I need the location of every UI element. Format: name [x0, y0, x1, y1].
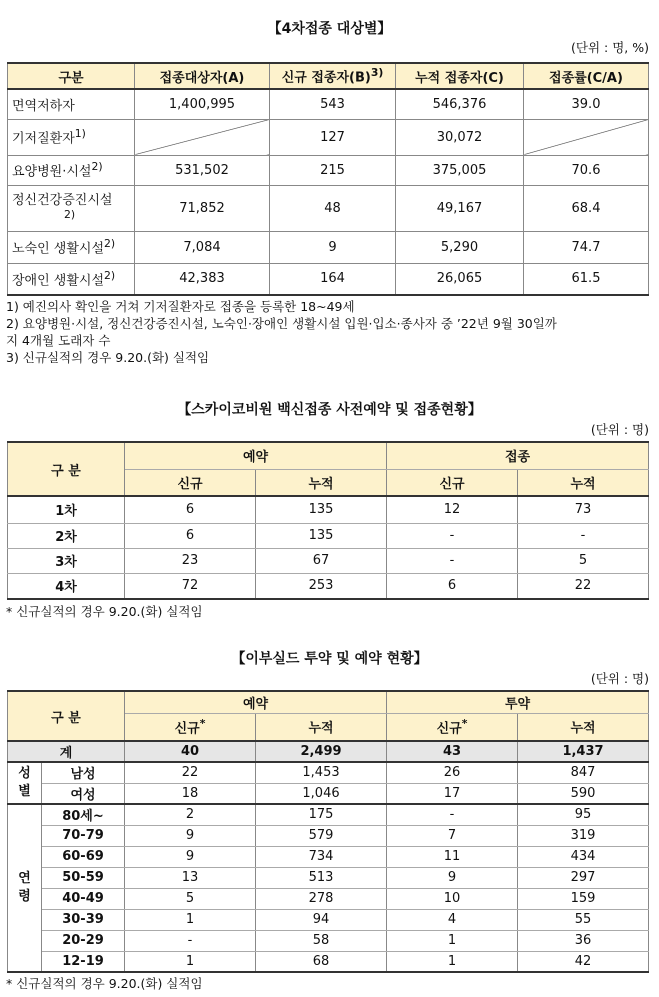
cell-reserve-new: 1: [125, 909, 256, 930]
cell-new: 127: [270, 119, 396, 155]
row-label: 20-29: [42, 930, 125, 951]
cell-target: 7,084: [135, 231, 270, 263]
cell-reserve-cum: 58: [256, 930, 387, 951]
col-header-vaccination: 접종: [387, 442, 649, 469]
row-label: 70-79: [42, 825, 125, 846]
table-row: [8, 783, 649, 804]
table-row: [8, 155, 649, 185]
cell-rate: 39.0: [524, 89, 649, 119]
table-row: [8, 804, 649, 825]
cell-dose-cum: 1,437: [518, 741, 649, 762]
row-label: 2차: [8, 523, 125, 548]
cell-new: 543: [270, 89, 396, 119]
row-label: 4차: [8, 573, 125, 599]
cell-rate: 74.7: [524, 231, 649, 263]
row-label: 50-59: [42, 867, 125, 888]
cell-reserve-new: 18: [125, 783, 256, 804]
col-header-new: 신규*: [387, 713, 518, 741]
table-row: [8, 548, 649, 573]
col-header-category: 구분: [8, 63, 135, 89]
section3-note: * 신규실적의 경우 9.20.(화) 실적임: [6, 976, 203, 991]
table-row: [8, 523, 649, 548]
table-row: [8, 762, 649, 783]
row-label: 60-69: [42, 846, 125, 867]
cell-target-empty-diagonal: [135, 119, 270, 155]
cell-target: 71,852: [135, 185, 270, 231]
cell-reserve-cum: 68: [256, 951, 387, 972]
cell-new: 164: [270, 263, 396, 295]
table-row: [8, 119, 649, 155]
col-header-cumulative: 누적 접종자(C): [396, 63, 524, 89]
footnote-3: 3) 신규실적의 경우 9.20.(화) 실적임: [6, 350, 210, 365]
cell-dose-cum: 55: [518, 909, 649, 930]
cell-dose-new: 43: [387, 741, 518, 762]
section2-title: 【스카이코비원 백신접종 사전예약 및 접종현황】: [177, 402, 482, 418]
footnote-2: 2) 요양병원·시설, 정신건강증진시설, 노숙인·장애인 생활시설 입원·입소·종사자 중 ’22년 9월 30일까: [6, 316, 557, 331]
cell-dose-cum: 297: [518, 867, 649, 888]
cell-vacc-cum: 5: [518, 548, 649, 573]
cell-reserve-new: 1: [125, 951, 256, 972]
cell-reserve-new: 5: [125, 888, 256, 909]
col-header-new: 신규: [125, 469, 256, 496]
cell-target: 1,400,995: [135, 89, 270, 119]
row-label: 노숙인 생활시설$^{2)}$: [8, 231, 135, 263]
cell-cumulative: 375,005: [396, 155, 524, 185]
skycovione-table: [7, 441, 649, 600]
header-row: [8, 691, 649, 713]
total-row: [8, 741, 649, 762]
cell-dose-new: 11: [387, 846, 518, 867]
row-label: 정신건강증진시설 $^{2)}$: [8, 185, 135, 231]
cell-dose-cum: 319: [518, 825, 649, 846]
cell-dose-new: 7: [387, 825, 518, 846]
header-row: [8, 442, 649, 469]
footnote-mark: 3): [370, 66, 384, 80]
table-row: [8, 496, 649, 523]
cell-dose-new: 1: [387, 951, 518, 972]
group-label-sex: 성별: [8, 762, 42, 804]
cell-rate: 70.6: [524, 155, 649, 185]
cell-dose-cum: 36: [518, 930, 649, 951]
table-row: [8, 930, 649, 951]
group-label-age: 연령: [8, 804, 42, 972]
row-label: 3차: [8, 548, 125, 573]
cell-reserve-new: 2: [125, 804, 256, 825]
table-row: [8, 263, 649, 295]
col-header-category: 구 분: [8, 442, 125, 496]
footnote-1: 1) 예진의사 확인을 거쳐 기저질환자로 접종을 등록한 18~49세: [6, 299, 355, 314]
cell-reserve-cum: 734: [256, 846, 387, 867]
cell-reserve-new: 72: [125, 573, 256, 599]
cell-rate-empty-diagonal: [524, 119, 649, 155]
table-row: [8, 573, 649, 599]
cell-dose-cum: 434: [518, 846, 649, 867]
section1-notes: [6, 298, 557, 366]
col-header-target: 접종대상자(A): [135, 63, 270, 89]
row-label: 기저질환자$^{1)}$: [8, 119, 135, 155]
cell-dose-new: 1: [387, 930, 518, 951]
table-row: [8, 909, 649, 930]
cell-reserve-cum: 175: [256, 804, 387, 825]
col-header-cumulative: 누적: [518, 469, 649, 496]
section3-title: 【이부실드 투약 및 예약 현황】: [231, 651, 428, 667]
cell-vacc-new: -: [387, 523, 518, 548]
row-label: 면역저하자: [8, 89, 135, 119]
cell-target: 42,383: [135, 263, 270, 295]
cell-vacc-new: -: [387, 548, 518, 573]
cell-reserve-new: 23: [125, 548, 256, 573]
cell-reserve-cum: 2,499: [256, 741, 387, 762]
cell-new: 48: [270, 185, 396, 231]
cell-dose-cum: 847: [518, 762, 649, 783]
cell-cumulative: 30,072: [396, 119, 524, 155]
cell-vacc-new: 12: [387, 496, 518, 523]
col-header-category: 구 분: [8, 691, 125, 741]
cell-reserve-cum: 135: [256, 496, 387, 523]
cell-reserve-cum: 1,046: [256, 783, 387, 804]
table-row: [8, 846, 649, 867]
table-row: [8, 867, 649, 888]
fourth-dose-table: [7, 62, 649, 296]
cell-cumulative: 546,376: [396, 89, 524, 119]
cell-vacc-cum: 73: [518, 496, 649, 523]
cell-dose-new: 9: [387, 867, 518, 888]
cell-dose-cum: 95: [518, 804, 649, 825]
cell-dose-new: -: [387, 804, 518, 825]
section3-unit: (단위 : 명): [590, 671, 649, 686]
cell-dose-new: 26: [387, 762, 518, 783]
row-label: 80세~: [42, 804, 125, 825]
table-row: [8, 185, 649, 231]
cell-reserve-new: 6: [125, 523, 256, 548]
cell-reserve-cum: 579: [256, 825, 387, 846]
table-row: [8, 951, 649, 972]
cell-dose-cum: 590: [518, 783, 649, 804]
row-label: 30-39: [42, 909, 125, 930]
cell-rate: 68.4: [524, 185, 649, 231]
cell-reserve-cum: 1,453: [256, 762, 387, 783]
cell-target: 531,502: [135, 155, 270, 185]
cell-reserve-new: 22: [125, 762, 256, 783]
cell-dose-cum: 42: [518, 951, 649, 972]
header-row: [8, 63, 649, 89]
row-label: 40-49: [42, 888, 125, 909]
cell-new: 9: [270, 231, 396, 263]
table-row: [8, 231, 649, 263]
col-header-reservation: 예약: [125, 691, 387, 713]
col-header-cumulative: 누적: [256, 469, 387, 496]
table-row: [8, 888, 649, 909]
cell-dose-new: 4: [387, 909, 518, 930]
cell-dose-cum: 159: [518, 888, 649, 909]
cell-reserve-new: 40: [125, 741, 256, 762]
col-header-new: 신규*: [125, 713, 256, 741]
cell-dose-new: 17: [387, 783, 518, 804]
row-label: 남성: [42, 762, 125, 783]
row-label: 여성: [42, 783, 125, 804]
col-header-new: 신규: [387, 469, 518, 496]
row-label: 계: [8, 741, 125, 762]
col-header-cumulative: 누적: [518, 713, 649, 741]
row-label: 장애인 생활시설$^{2)}$: [8, 263, 135, 295]
section2-unit: (단위 : 명): [590, 422, 649, 437]
col-header-dosing: 투약: [387, 691, 649, 713]
table-row: [8, 89, 649, 119]
cell-cumulative: 26,065: [396, 263, 524, 295]
row-label: 1차: [8, 496, 125, 523]
footnote-2-cont: 지 4개월 도래자 수: [6, 333, 111, 348]
table-row: [8, 825, 649, 846]
col-header-reservation: 예약: [125, 442, 387, 469]
cell-vacc-cum: -: [518, 523, 649, 548]
cell-reserve-new: 9: [125, 846, 256, 867]
cell-reserve-cum: 278: [256, 888, 387, 909]
cell-reserve-new: -: [125, 930, 256, 951]
col-header-new: 신규 접종자$(B)^{3)}$: [270, 63, 396, 89]
cell-reserve-new: 6: [125, 496, 256, 523]
row-label: 요양병원·시설$^{2)}$: [8, 155, 135, 185]
cell-dose-new: 10: [387, 888, 518, 909]
cell-cumulative: 49,167: [396, 185, 524, 231]
cell-reserve-cum: 253: [256, 573, 387, 599]
evusheld-table: [7, 690, 649, 973]
col-header-rate: 접종률(C/A): [524, 63, 649, 89]
cell-rate: 61.5: [524, 263, 649, 295]
section1-unit: (단위 : 명, %): [571, 40, 649, 55]
cell-reserve-cum: 135: [256, 523, 387, 548]
section1-title: 【4차접종 대상별】: [267, 21, 392, 37]
cell-vacc-new: 6: [387, 573, 518, 599]
cell-cumulative: 5,290: [396, 231, 524, 263]
cell-reserve-cum: 67: [256, 548, 387, 573]
cell-reserve-cum: 513: [256, 867, 387, 888]
cell-reserve-new: 9: [125, 825, 256, 846]
row-label: 12-19: [42, 951, 125, 972]
cell-reserve-cum: 94: [256, 909, 387, 930]
col-header-cumulative: 누적: [256, 713, 387, 741]
section2-note: * 신규실적의 경우 9.20.(화) 실적임: [6, 604, 203, 619]
cell-vacc-cum: 22: [518, 573, 649, 599]
cell-reserve-new: 13: [125, 867, 256, 888]
cell-new: 215: [270, 155, 396, 185]
